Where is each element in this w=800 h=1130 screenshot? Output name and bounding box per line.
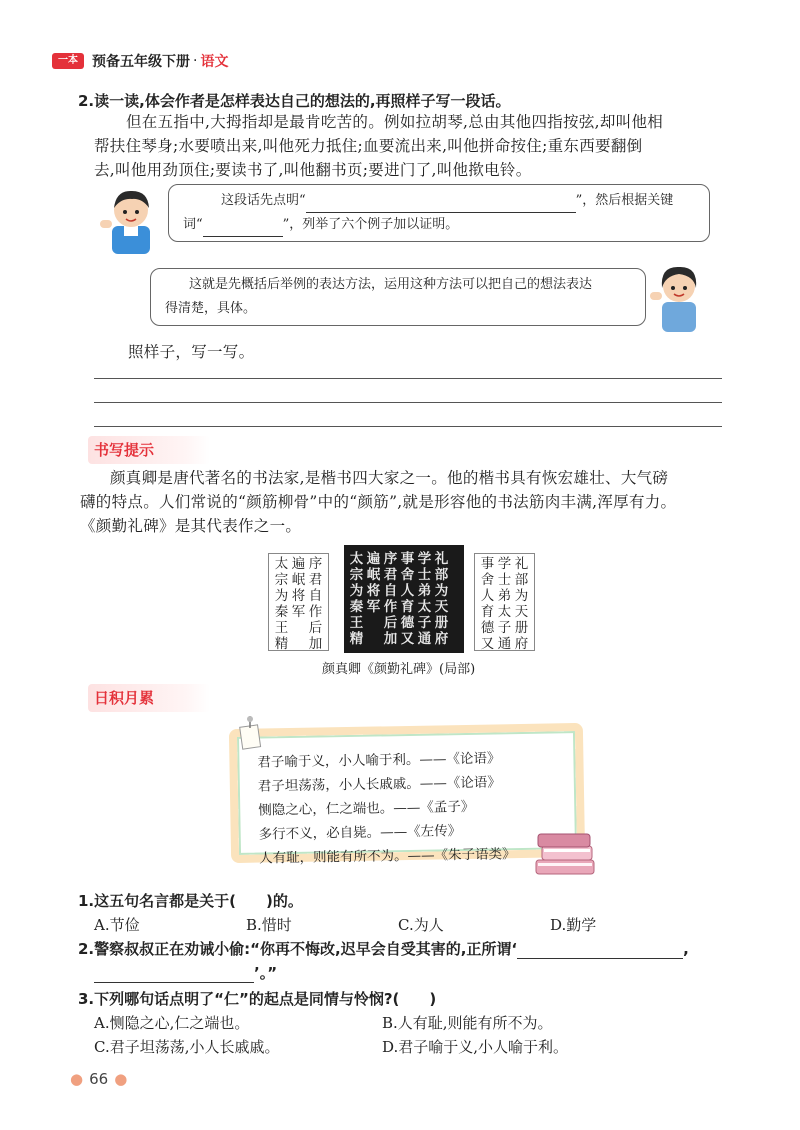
q2-blank-1[interactable]	[517, 958, 683, 959]
passage-line-3: 去,叫他用劲顶住;要读书了,叫他翻书页;要进门了,叫他揿电铃。	[94, 161, 532, 179]
calligraphy-line-3: 《颜勤礼碑》是其代表作之一。	[80, 517, 302, 535]
brand-logo: 一本	[52, 53, 84, 69]
page-header	[52, 50, 228, 72]
daily-accumulation-heading: 日积月累	[88, 684, 210, 712]
title-separator: ·	[193, 53, 198, 69]
pinned-note-icon	[238, 716, 264, 752]
book-title: 预备五年级下册	[92, 54, 190, 70]
q3-option-b[interactable]: B.人有耻,则能有所不为。	[382, 1014, 553, 1032]
bubble1-line1-end: ”，然后根据关键	[575, 193, 674, 208]
q1-option-c[interactable]: C.为人	[398, 916, 444, 934]
q1-option-a[interactable]: A.节俭	[94, 916, 140, 934]
answer-line-3[interactable]	[94, 426, 722, 427]
quote-3: 恻隐之心，仁之端也。——《孟子》	[258, 798, 475, 819]
writing-instruction: 照样子，写一写。	[128, 343, 255, 361]
passage-line-2: 帮扶住琴身;水要喷出来,叫他死力抵住;血要流出来,叫他拼命按住;重东西要翻倒	[94, 137, 643, 155]
callig-col: 礼 部 为 天 册 府	[514, 556, 529, 652]
page-number: 66	[89, 1070, 109, 1088]
footer-dot-icon: ●	[114, 1070, 128, 1088]
calligraphy-transcription-left	[268, 553, 329, 651]
bubble2-line1: 这就是先概括后举例的表达方法，运用这种方法可以把自己的想法表达	[189, 277, 593, 292]
callig-col: 学 士 弟 太 子 通	[417, 551, 432, 647]
callig-col: 太 宗 为 秦 王 精	[274, 556, 289, 652]
bubble1-line2-start: 词“	[183, 217, 203, 232]
bubble1-line2-end: ”，列举了六个例子加以证明。	[282, 217, 459, 232]
calligraphy-transcription-right	[474, 553, 535, 651]
blank-keyword[interactable]	[203, 236, 283, 237]
books-stack-icon	[532, 830, 598, 880]
callig-col: 事 舍 人 育 德 又	[400, 551, 415, 647]
subject-label: 语文	[200, 54, 229, 70]
passage-line-1: 但在五指中,大拇指却是最肯吃苦的。例如拉胡琴,总由其他四指按弦,却叫他相	[126, 113, 664, 131]
callig-col: 礼 部 为 天 册 府	[434, 551, 449, 647]
callig-col: 序 君 自 作 后 加	[308, 556, 323, 652]
boy-student-illustration	[96, 186, 166, 254]
answer-line-2[interactable]	[94, 402, 722, 403]
answer-line-1[interactable]	[94, 378, 722, 379]
q3-option-a[interactable]: A.恻隐之心,仁之端也。	[94, 1014, 250, 1032]
q2-end: ’。”	[254, 964, 278, 982]
callig-col: 遍 岷 将 军	[291, 556, 306, 620]
q1-option-b[interactable]: B.惜时	[246, 916, 292, 934]
quote-1: 君子喻于义，小人喻于利。——《论语》	[257, 750, 501, 771]
calligraphy-line-2: 礴的特点。人们常说的“颜筋柳骨”中的“颜筋”,就是形容他的书法筋肉丰满,浑厚有力。	[80, 493, 677, 511]
calligraphy-caption: 颜真卿《颜勤礼碑》(局部)	[322, 662, 476, 677]
writing-tip-heading: 书写提示	[88, 436, 210, 464]
footer-dot-icon: ●	[70, 1070, 84, 1088]
page-footer	[70, 1070, 127, 1088]
calligraphy-rubbing-image	[344, 545, 464, 653]
bubble1-line1-start: 这段话先点明“	[221, 193, 306, 208]
quote-5: 人有耻，则能有所不为。——《朱子语类》	[258, 846, 516, 867]
q3-option-d[interactable]: D.君子喻于义,小人喻于利。	[382, 1038, 569, 1056]
question-1: 1.这五句名言都是关于( )的。	[78, 892, 303, 910]
callig-col: 序 君 自 作 后 加	[383, 551, 398, 647]
callig-col: 太 宗 为 秦 王 精	[349, 551, 364, 647]
q2-blank-2[interactable]	[94, 982, 254, 983]
q3-option-c[interactable]: C.君子坦荡荡,小人长戚戚。	[94, 1038, 280, 1056]
bubble2-line2: 得清楚，具体。	[165, 301, 257, 316]
callig-col: 事 舍 人 育 德 又	[480, 556, 495, 652]
q1-option-d[interactable]: D.勤学	[550, 916, 597, 934]
question-2-read: 2.读一读,体会作者是怎样表达自己的想法的,再照样子写一段话。	[78, 92, 511, 110]
callig-col: 学 士 弟 太 子 通	[497, 556, 512, 652]
q2-comma: ,	[683, 940, 689, 958]
callig-col: 遍 岷 将 军	[366, 551, 381, 615]
girl-student-illustration	[648, 262, 710, 332]
question-2-continued	[94, 962, 277, 983]
quote-4: 多行不义，必自毙。——《左传》	[258, 823, 462, 843]
calligraphy-line-1: 颜真卿是唐代著名的书法家,是楷书四大家之一。他的楷书具有恢宏雄壮、大气磅	[110, 469, 669, 487]
quote-2: 君子坦荡荡，小人长戚戚。——《论语》	[257, 774, 501, 795]
q2-text: 2.警察叔叔正在劝诫小偷:“你再不悔改,迟早会自受其害的,正所谓‘	[78, 940, 518, 958]
calligraphy-passage	[80, 466, 730, 538]
speech-bubble-girl	[150, 268, 646, 326]
reading-passage	[94, 110, 734, 182]
question-2	[78, 938, 689, 959]
question-3: 3.下列哪句话点明了“仁”的起点是同情与怜悯?( )	[78, 990, 437, 1008]
speech-bubble-boy	[168, 184, 710, 242]
